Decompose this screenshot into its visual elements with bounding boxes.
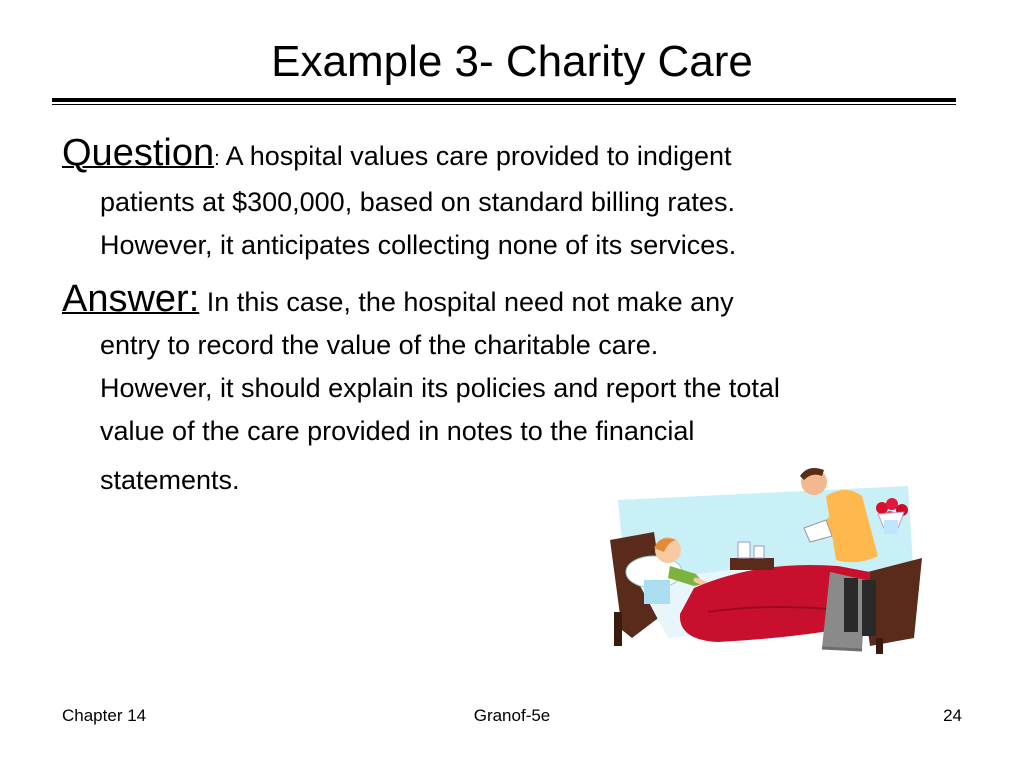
- answer-label: Answer:: [62, 278, 200, 320]
- hospital-visit-clipart-icon: [608, 462, 926, 662]
- footer-source: Granof-5e: [473, 706, 551, 725]
- question-label: Question: [62, 132, 215, 174]
- footer-chapter: Chapter 14: [62, 706, 147, 725]
- question-line-3: However, it anticipates collecting none of its services.: [100, 230, 737, 260]
- question-colon: :: [214, 148, 220, 170]
- answer-line-3: However, it should explain its policies and report the total: [100, 373, 780, 403]
- slide-title: Example 3- Charity Care: [271, 37, 753, 86]
- answer-line-5: statements.: [100, 465, 240, 495]
- title-divider: [52, 98, 956, 102]
- question-paragraph: [62, 132, 982, 267]
- question-line-2: patients at $300,000, based on standard billing rates.: [100, 187, 735, 217]
- question-line-1: A hospital values care provided to indigent: [225, 141, 732, 171]
- answer-line-4: value of the care provided in notes to the financial: [100, 416, 695, 446]
- footer-page-number: 24: [943, 706, 962, 725]
- title-divider-thin: [52, 104, 956, 105]
- answer-line-1: In this case, the hospital need not make any: [206, 287, 734, 317]
- answer-line-2: entry to record the value of the charitable care.: [100, 330, 659, 360]
